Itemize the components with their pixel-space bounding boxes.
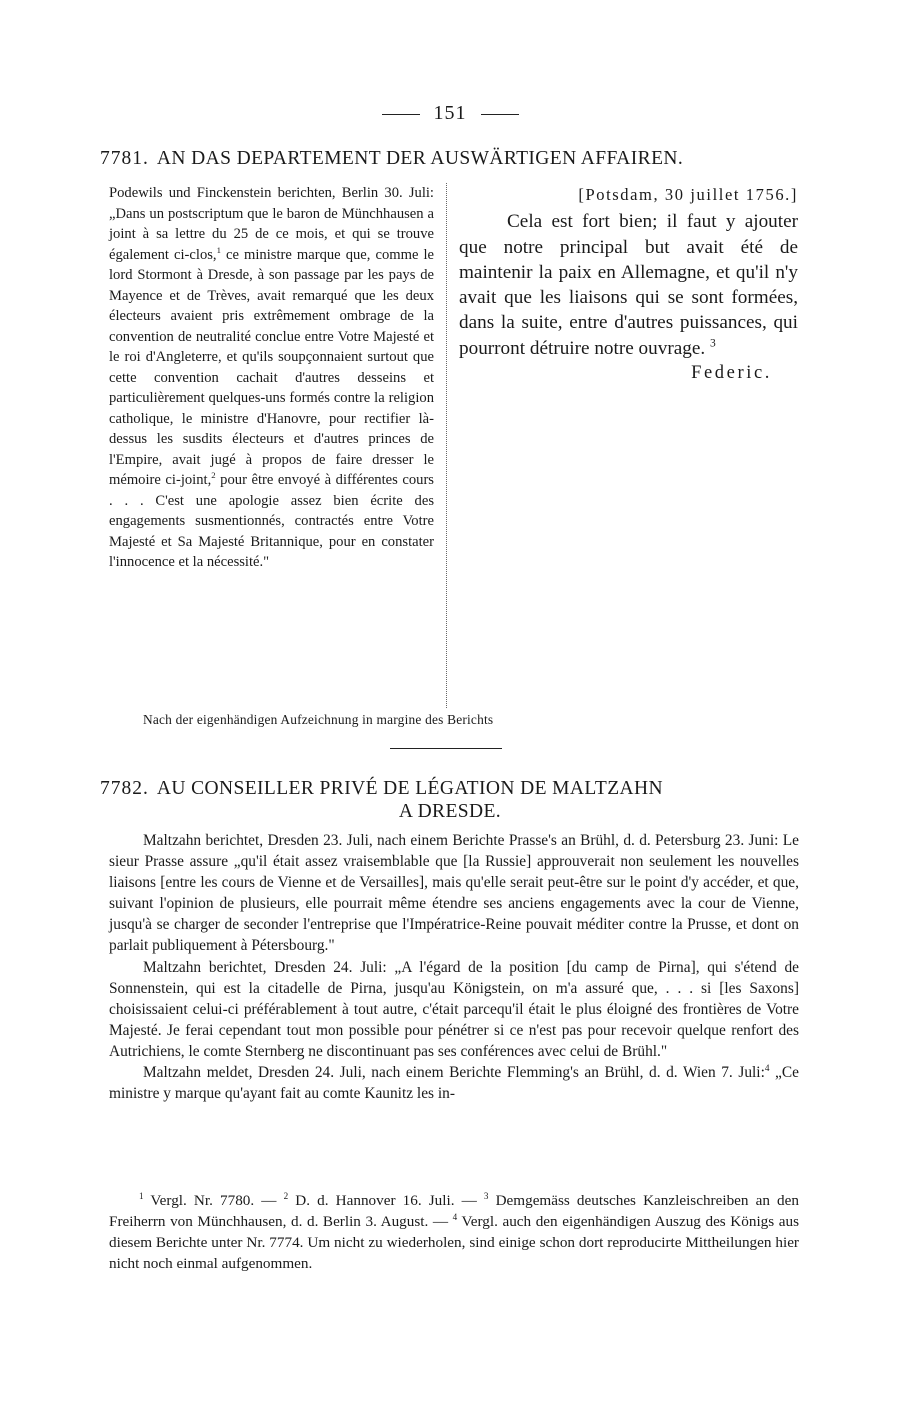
footnote-2-number: 2	[283, 1190, 289, 1201]
doc1-source-note: Nach der eigenhändigen Aufzeichnung in margine des Berichts	[143, 712, 494, 727]
doc2-paragraph-2: Maltzahn berichtet, Dresden 24. Juli: „A l'égard de la position [du camp de Pirna], qui s'étend de Sonnenstein, qui est la citadelle de Pirna, jusqu'au Königstein, on m'a assuré que, . . . si [les Saxons] choisissaient celui-ci préférablement à tout autre, c'était parcequ'il était le plus éloigné des frontières de Votre Majesté. Je ferai cependant tout mon possible pour pénétrer si ce n'est pas pour recevoir quelque renfort des Autrichiens, le comte Sternberg ne discontinuant pas ses conférences avec celui de Brühl."	[109, 958, 799, 1060]
footnote-ref-3: 3	[709, 337, 716, 350]
footnote-1-number: 1	[139, 1190, 144, 1201]
doc1-report-text-a: Podewils und Finckenstein berichten, Berlin 30. Juli: „Dans un postscriptum que le baron de Münchhausen a joint à sa lettre du 25 de ce mois, et qui se trouve également ci-clos,	[109, 185, 434, 263]
doc2-body	[109, 830, 799, 1104]
page-number	[0, 102, 900, 125]
page-number-text: 151	[433, 102, 467, 124]
doc1-dateline: [Potsdam, 30 juillet 1756.]	[578, 185, 798, 204]
doc2-paragraph-1: Maltzahn berichtet, Dresden 23. Juli, nach einem Berichte Prasse's an Brühl, d. d. Petersburg 23. Juni: Le sieur Prasse assure „qu'il était assez vraisemblable que [la Russie] approuverait non seulement les nouvelles liaisons [entre les cours de Vienne et de Versailles], mais qu'elle serait peut-être sur le point d'y accéder, et que, suivant l'opinion de plusieurs, elle pourrait même étendre ses anciens engagements avec la cour de Vienne, jusqu'à se charger de seconder l'entreprise que l'Impératrice-Reine pouvait méditer contre la Prusse, et dont on parlait publiquement à Pétersbourg."	[109, 832, 799, 955]
doc1-signature: Federic.	[691, 363, 772, 384]
doc1-number: 7781.	[100, 148, 149, 169]
footnote-1: Vergl. Nr. 7780. —	[143, 1192, 284, 1209]
footnotes	[109, 1190, 799, 1274]
doc1-title: AN DAS DEPARTEMENT DER AUSWÄRTIGEN AFFAIREN.	[156, 148, 684, 169]
footnote-4: Vergl. auch den eigenhändigen Auszug des Königs aus diesem Berichte unter Nr. 7774. Um nicht zu wiederholen, sind einige schon dort reproducirte Mittheilungen hier nicht noch einmal aufgenommen.	[109, 1213, 799, 1273]
doc2-title-line1: AU CONSEILLER PRIVÉ DE LÉGATION DE MALTZAHN	[156, 778, 663, 799]
footnote-3-number: 3	[483, 1190, 489, 1201]
doc2-paragraph-3-b: „Ce ministre y marque qu'ayant fait au comte Kaunitz les in-	[109, 1064, 799, 1103]
doc1-reply-body: Cela est fort bien; il faut y ajouter que notre principal but avait été de maintenir la paix en Allemagne, et qu'il n'y avait que les liaisons qui se sont formées, dans la suite, entre d'autres puissances, qui pourront détruire notre ouvrage.	[459, 211, 798, 359]
footnote-2: D. d. Hannover 16. Juli. —	[288, 1192, 484, 1209]
footnote-ref-2: 2	[211, 470, 216, 481]
footnote-3: Demgemäss deutsches Kanzleischreiben an den Freiherrn von Münchhausen, d. d. Berlin 3. August. —	[109, 1192, 799, 1231]
doc2-paragraph-3-a: Maltzahn meldet, Dresden 24. Juli, nach einem Berichte Flemming's an Brühl, d. d. Wien 7. Juli:	[143, 1064, 765, 1082]
footnote-ref-4: 4	[764, 1062, 770, 1073]
doc1-report-column	[109, 183, 434, 573]
doc1-report-paragraph	[109, 183, 434, 573]
page-number-rule-left	[382, 114, 420, 115]
doc1-report-text-b: ce ministre marque que, comme le lord Stormont à Dresde, à son passage par les pays de Mayence et de Trèves, avait remarqué que les deux électeurs avaient pris extrêmement ombrage de la convention de neutralité conclue entre Votre Majesté et le roi d'Angleterre, et qu'ils soupçonnaient surtout que cette convention cachait d'autres desseins et particulièrement quelques-uns formés contre la religion catholique, le ministre d'Hanovre, pour rectifier là-dessus les susdits électeurs et d'autres princes de l'Empire, avait jugé à propos de faire dresser le mémoire ci-joint,	[109, 246, 435, 488]
section-separator	[390, 748, 502, 749]
footnote-4-number: 4	[452, 1212, 458, 1223]
column-divider	[446, 183, 447, 708]
doc1-report-text-c: pour être envoyé à différentes cours . . . C'est une apologie assez bien écrite des engagements susmentionnés, contractés entre Votre Majesté et Sa Majesté Britannique, pour en constater l'innocence et la nécessité."	[109, 472, 434, 570]
doc1-reply-text	[459, 209, 798, 361]
doc1-reply-column	[459, 182, 798, 386]
doc2-heading-line1	[100, 778, 800, 800]
footnote-ref-1: 1	[216, 244, 221, 255]
doc1-heading	[100, 147, 800, 170]
doc2-number: 7782.	[100, 778, 149, 799]
footnote-block	[109, 1190, 799, 1274]
doc2-title-line2: A DRESDE.	[398, 801, 502, 822]
page-number-rule-right	[481, 114, 519, 115]
doc2-paragraph-3	[109, 1062, 799, 1104]
